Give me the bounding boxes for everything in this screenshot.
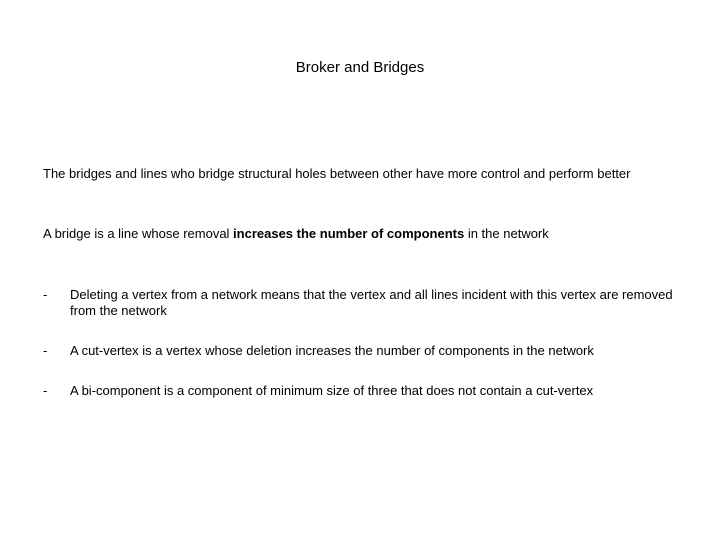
bullet-marker: - <box>43 287 48 302</box>
paragraph-bridge-definition <box>43 226 549 242</box>
bullet-text: A cut-vertex is a vertex whose deletion increases the number of components in the network <box>70 343 594 358</box>
paragraph-bridge-text-end: in the network <box>464 226 549 241</box>
bullet-marker: - <box>43 383 48 398</box>
bullet-marker: - <box>43 343 48 358</box>
bullet-text: A bi-component is a component of minimum size of three that does not contain a cut-vertex <box>70 383 594 398</box>
paragraph-bridge-text-start: A bridge is a line whose removal <box>43 226 234 241</box>
paragraph-bridge-emphasis: increases the number of components <box>233 226 465 241</box>
bullet-text: Deleting a vertex from a network means that the vertex and all lines incident with this vertex are removed from the network <box>70 287 673 318</box>
paragraph-structural-holes: The bridges and lines who bridge structural holes between other have more control and perform better <box>43 166 631 181</box>
slide-title: Broker and Bridges <box>295 59 425 76</box>
